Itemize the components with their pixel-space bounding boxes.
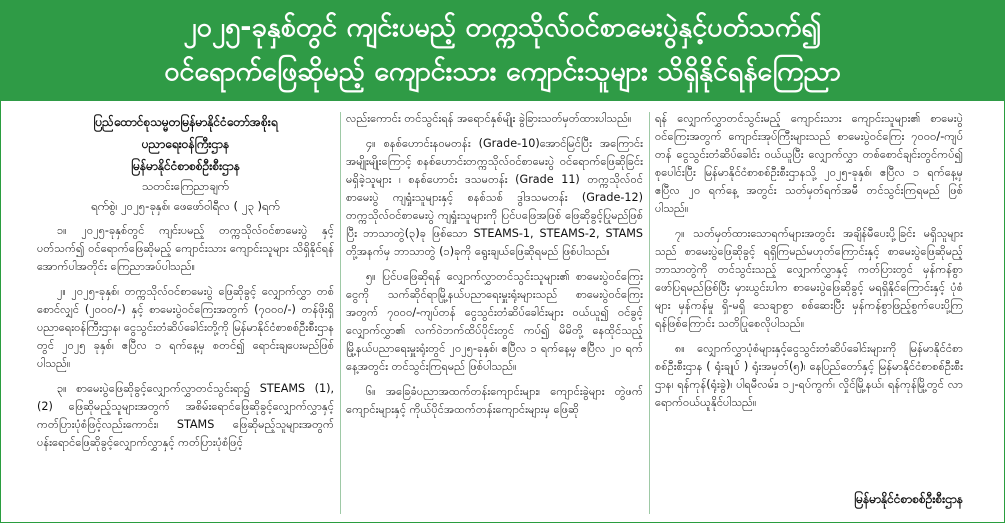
paragraph-7: ၇။ သတ်မှတ်ထားသောရက်များအတွင်း အချိန်မီပေးပို့ခြင်း မရှိသူများသည် စာမေးပွဲဖြေဆိုခွင့် ရရှိကြမည်မဟုတ်ကြောင်းနှင့် စာမေးပွဲဖြေဆိုမည့်ဘာသာတွဲကို တင်သွင်းသည့် လျှောက်လွှာနှင့် ကတ်ပြားတွင် မှန်ကန်စွာ ဖော်ပြရမည်ဖြစ်ပြီး မှားယွင်းပါက စာမေးပွဲဖြေဆိုခွင့် မရရှိနိုင်ကြောင်းနှင့် ပုံစံများ မှန်ကန်မှု ရှိ-မရှိ သေချာစွာ စစ်ဆေးပြီး မှန်ကန်စွာဖြည့်စွက်ပေးပို့ကြရန်ဖြစ်ကြောင်း သတိပြုစေလိုပါသည်။ bbox=[655, 227, 963, 330]
notice-banner bbox=[0, 0, 1005, 101]
column-3 bbox=[655, 110, 963, 523]
paragraph-3: ၃။ စာမေးပွဲဖြေဆိုခွင့်လျှောက်လွှာတင်သွင်းရာ၌ STEAMS (1), (2) ဖြေဆိုမည့်သူများအတွက် အစိမ်းရောင်ဖြေဆိုခွင့်လျှောက်လွှာနှင့် ကတ်ပြားပုံစံဖြင့်လည်းကောင်း၊ STAMS ဖြေဆိုမည့်သူများအတွက် ပန်းရောင်ဖြေဆိုခွင့်လျှောက်လွှာနှင့် ကတ်ပြားပုံစံဖြင့် bbox=[37, 382, 334, 449]
government-heading: ပြည်ထောင်စုသမ္မတမြန်မာနိုင်ငံတော်အစိုးရ bbox=[93, 115, 278, 129]
paragraph-8: ၈။ လျှောက်လွှာပုံစံများနှင့်ငွေသွင်းတံဆိပ်ခေါင်းများကို မြန်မာနိုင်ငံစာစစ်ဦးစီးဌာန ( ရုံးချုပ် ) ရုံးအမှတ်(၅)၊ နေပြည်တော်နှင့် မြန်မာနိုင်ငံစာစစ်ဦးစီးဌာန၊ ရန်ကုန်(ရုံးခွဲ)၊ ပါရမီလမ်း၊ ၁၂-ရပ်ကွက်၊ လှိုင်မြို့နယ်၊ ရန်ကုန်မြို့တွင် လာရောက်ဝယ်ယူနိုင်ပါသည်။ bbox=[655, 342, 963, 409]
column-2 bbox=[346, 110, 643, 523]
notice-date: ရက်စွဲ၊ ၂၀၂၅-ခုနှစ်၊ ဖေဖော်ဝါရီလ ( ၂၃ )ရက် bbox=[91, 199, 280, 213]
paragraph-1: ၁။ ၂၀၂၅-ခုနှစ်တွင် ကျင်းပမည့် တက္ကသိုလ်ဝင်စာမေးပွဲ နှင့် ပတ်သက်၍ ဝင်ရောက်ဖြေဆိုမည့် ကျောင်းသား ကျောင်းသူများ သိရှိနိုင်ရန် အောက်ပါအတိုင်း ကြေညာအပ်ပါသည်။ bbox=[37, 224, 334, 273]
paragraph-2: ၂။ ၂၀၂၅-ခုနှစ်၊ တက္ကသိုလ်ဝင်စာမေးပွဲ ဖြေဆိုခွင့် လျှောက်လွှာ တစ်စောင်လျှင် (၂၀၀၀/-) နှင့် စာမေးပွဲဝင်ကြေးအတွက် (၇၀၀၀/-) တန်ဖိုးရှိ ပညာရေးဝန်ကြီးဌာန၊ ငွေသွင်းတံဆိပ်ခေါင်းတို့ကို မြန်မာနိုင်ငံစာစစ်ဦးစီးဌာနတွင် ၂၀၂၅ ခုနှစ်၊ ဧပြီလ ၁ ရက်နေ့မှ စတင်၍ ရောင်းချပေးမည်ဖြစ်ပါသည်။ bbox=[37, 285, 334, 370]
ministry-heading: ပညာရေးဝန်ကြီးဌာန bbox=[141, 137, 230, 151]
banner-title-line-2: ဝင်ရောက်ဖြေဆိုမည့် ကျောင်းသား ကျောင်းသူများ သိရှိနိုင်ရန်ကြေညာ bbox=[164, 56, 841, 87]
paragraph-3-continued: လည်းကောင်း တင်သွင်းရန် အရောင်နှစ်မျိုး ခွဲခြားသတ်မှတ်ထားပါသည်။ bbox=[346, 112, 632, 125]
notice-body bbox=[0, 110, 1005, 523]
notice-type: သတင်းကြေညာချက် bbox=[142, 179, 229, 193]
paragraph-6: ၆။ အခြေခံပညာအထက်တန်းကျောင်းများ၊ ကျောင်းခွဲများ တွဲဖက်ကျောင်းများနှင့် ကိုယ်ပိုင်အထက်တန်းကျောင်းများမှ ဖြေဆို bbox=[346, 385, 643, 416]
paragraph-5: ၅။ ပြင်ပဖြေဆိုရန် လျှောက်လွှာတင်သွင်းသူများ၏ စာမေးပွဲဝင်ကြေးငွေကို သက်ဆိုင်ရာမြို့နယ်ပညာရေးမှူးရုံးများသည် စာမေးပွဲဝင်ကြေးအတွက် ၇၀၀၀/-ကျပ်တန် ငွေသွင်းတံဆိပ်ခေါင်းများ ဝယ်ယူ၍ ဝင်ခွင့်လျှောက်လွှာ၏ လက်ဝဲဘက်ထိပ်ပိုင်းတွင် ကပ်၍ မိမိတို့ နေထိုင်သည့် မြို့နယ်ပညာရေးမှူးရုံးတွင် ၂၀၂၅-ခုနှစ်၊ ဧပြီလ ၁ ရက်နေ့မှ ဧပြီလ ၂၀ ရက်နေ့အတွင်း တင်သွင်းကြရမည် ဖြစ်ပါသည်။ bbox=[346, 270, 643, 373]
paragraph-4: ၄။ စနစ်ဟောင်းနဝမတန်း (Grade-10)အောင်မြင်ပြီး အကြောင်းအမျိုးမျိုးကြောင့် စနစ်ဟောင်းတက္ကသိုလ်ဝင်စာမေးပွဲ ဝင်ရောက်ဖြေဆိုခြင်းမရှိခဲ့သူများ ၊ စနစ်ဟောင်း ဒသမတန်း (Grade 11) တက္ကသိုလ်ဝင်စာမေးပွဲ ကျရှုံးသူများနှင့် စနစ်သစ် ဒွါဒသမတန်း (Grade-12) တက္ကသိုလ်ဝင်စာမေးပွဲ ကျရှုံးသူများကို ပြင်ပဖြေအဖြစ် ဖြေဆိုခွင့်ပြုမည်ဖြစ်ပြီး ဘာသာတွဲ(၃)ခု ဖြစ်သော STEAMS-1, STEAMS-2, STAMS တို့အနက်မှ ဘာသာတွဲ (၁)ခုကို ရွေးချယ်ဖြေဆိုရမည် ဖြစ်ပါသည်။ bbox=[346, 137, 643, 258]
banner-title-line-1: ၂၀၂၅-ခုနှစ်တွင် ကျင်းပမည့် တက္ကသိုလ်ဝင်စာမေးပွဲနှင့်ပတ်သက်၍ bbox=[183, 12, 822, 43]
paragraph-6-continued: ရန် လျှောက်လွှာတင်သွင်းမည့် ကျောင်းသား ကျောင်းသူများ၏ စာမေးပွဲဝင်ကြေးအတွက် ကျောင်းအုပ်ကြီးများသည် စာမေးပွဲဝင်ကြေး ၇၀၀၀/-ကျပ်တန် ငွေသွင်းတံဆိပ်ခေါင်း ဝယ်ယူပြီး လျှောက်လွှာ တစ်စောင်ချင်းတွင်ကပ်၍ စုပေါင်းပြီး မြန်မာနိုင်ငံစာစစ်ဦးစီးဌာနသို့ ၂၀၂၅-ခုနှစ်၊ ဧပြီလ ၁ ရက်နေ့မှ ဧပြီလ ၂၀ ရက်နေ့ အတွင်း သတ်မှတ်ရက်အမီ တင်သွင်းကြရမည် ဖြစ်ပါသည်။ bbox=[655, 112, 963, 215]
department-heading: မြန်မာနိုင်ငံစာစစ်ဦးစီးဌာန bbox=[131, 159, 240, 173]
signature-department: မြန်မာနိုင်ငံစာစစ်ဦးစီးဌာန bbox=[854, 492, 963, 506]
column-1 bbox=[37, 110, 334, 523]
